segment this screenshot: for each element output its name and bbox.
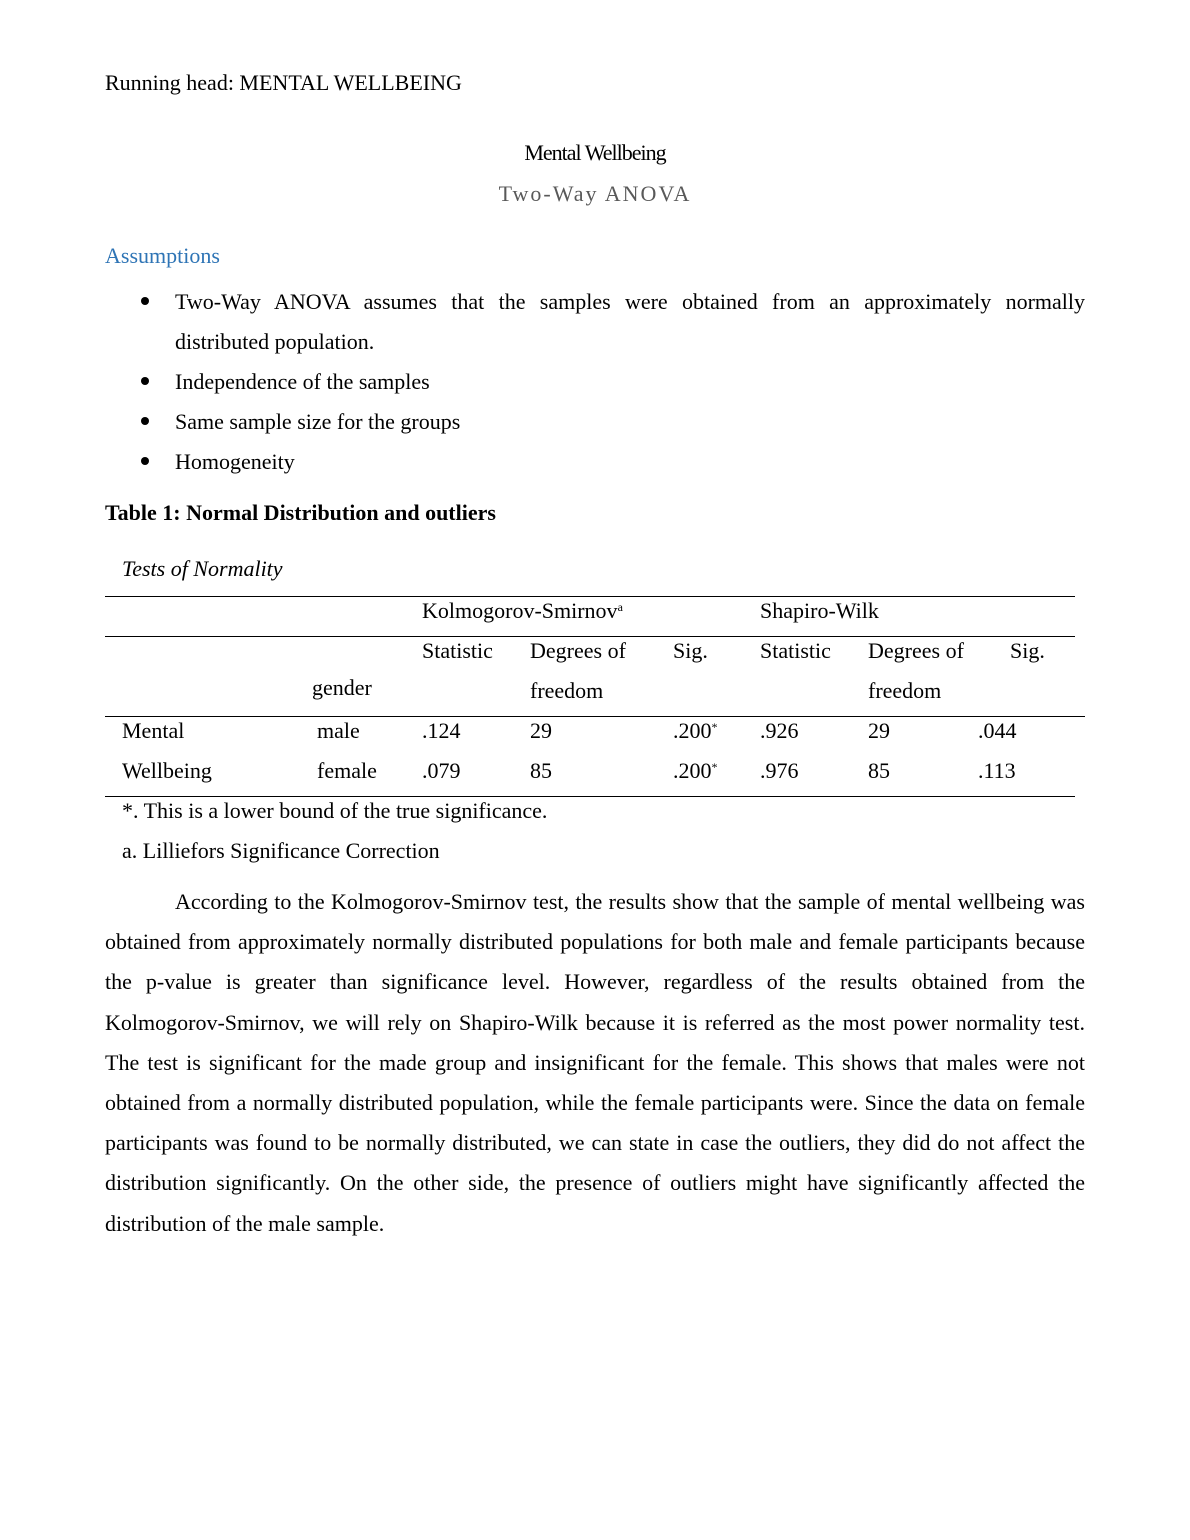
assumption-text: Independence of the samples — [175, 369, 430, 394]
column-header-sw-df-line2: freedom — [868, 678, 942, 703]
cell-ks-statistic: .079 — [422, 758, 461, 783]
assumption-text: Same sample size for the groups — [175, 409, 461, 434]
cell-ks-statistic: .124 — [422, 718, 461, 743]
assumption-item — [105, 282, 1085, 362]
cell-gender: female — [317, 758, 377, 783]
cell-sw-sig: .113 — [978, 758, 1016, 783]
assumption-text: Two-Way ANOVA assumes that the samples were obtained from an approximately normally distributed population. — [175, 289, 1085, 354]
bullet-icon — [141, 417, 149, 425]
table-note: *. This is a lower bound of the true significance. — [122, 798, 548, 823]
table-title: Tests of Normality — [122, 556, 283, 581]
assumption-item — [105, 362, 1085, 402]
assumption-item — [105, 442, 1085, 482]
cell-gender: male — [317, 718, 360, 743]
document-title: Mental Wellbeing — [524, 140, 666, 165]
assumptions-list — [105, 282, 1085, 482]
cell-sw-df: 29 — [868, 718, 890, 743]
running-head: Running head: MENTAL WELLBEING — [105, 70, 462, 95]
column-header-ks-df-line2: freedom — [530, 678, 604, 703]
column-header-ks-df: Degrees of — [530, 638, 626, 663]
assumption-item — [105, 402, 1085, 442]
table-body-rule — [105, 716, 1085, 717]
cell-sw-statistic: .926 — [760, 718, 799, 743]
column-header-sw-df: Degrees of — [868, 638, 964, 663]
table-note: a. Lilliefors Significance Correction — [122, 838, 440, 863]
footnote-marker: * — [711, 720, 718, 734]
cell-ks-df: 85 — [530, 758, 552, 783]
bullet-icon — [141, 377, 149, 385]
group-header-ks: Kolmogorov-Smirnov$^a$ — [422, 598, 623, 623]
table-caption: Table 1: Normal Distribution and outliers — [105, 500, 496, 525]
bullet-icon — [141, 457, 149, 465]
body-paragraph: According to the Kolmogorov-Smirnov test, the results show that the sample of mental wellbeing was obtained from approximately normally distributed populations for both male and female participants because the p-value is greater than significance level. However, regardless of the results obtained from the Kolmogorov-Smirnov, we will rely on Shapiro-Wilk because it is referred as the most power normality test. The test is significant for the made group and insignificant for the female. This shows that males were not obtained from a normally distributed population, while the female participants were. Since the data on female participants was found to be normally distributed, we can state in case the outliers, they did do not affect the distribution significantly. On the other side, the presence of outliers might have significantly affected the distribution of the male sample. — [105, 889, 1085, 1236]
group-header-sw: Shapiro-Wilk — [760, 598, 879, 623]
assumption-text: Homogeneity — [175, 449, 295, 474]
cell-sw-statistic: .976 — [760, 758, 799, 783]
bullet-icon — [141, 297, 149, 305]
cell-ks-sig: .200* — [673, 718, 718, 743]
footnote-marker: * — [711, 760, 718, 774]
column-header-sw-statistic: Statistic — [760, 638, 831, 663]
row-label: Mental — [122, 718, 185, 743]
cell-ks-sig: .200* — [673, 758, 718, 783]
cell-sw-df: 85 — [868, 758, 890, 783]
document-subtitle: Two-Way ANOVA — [498, 181, 692, 206]
cell-ks-df: 29 — [530, 718, 552, 743]
column-header-ks-statistic: Statistic — [422, 638, 493, 663]
assumptions-heading: Assumptions — [105, 243, 220, 268]
column-header-ks-sig: Sig. — [673, 638, 708, 663]
column-header-gender: gender — [312, 675, 372, 700]
cell-sw-sig: .044 — [978, 718, 1017, 743]
row-label-line2: Wellbeing — [122, 758, 212, 783]
footnote-marker: a — [617, 600, 623, 614]
column-header-sw-sig: Sig. — [1010, 638, 1045, 663]
